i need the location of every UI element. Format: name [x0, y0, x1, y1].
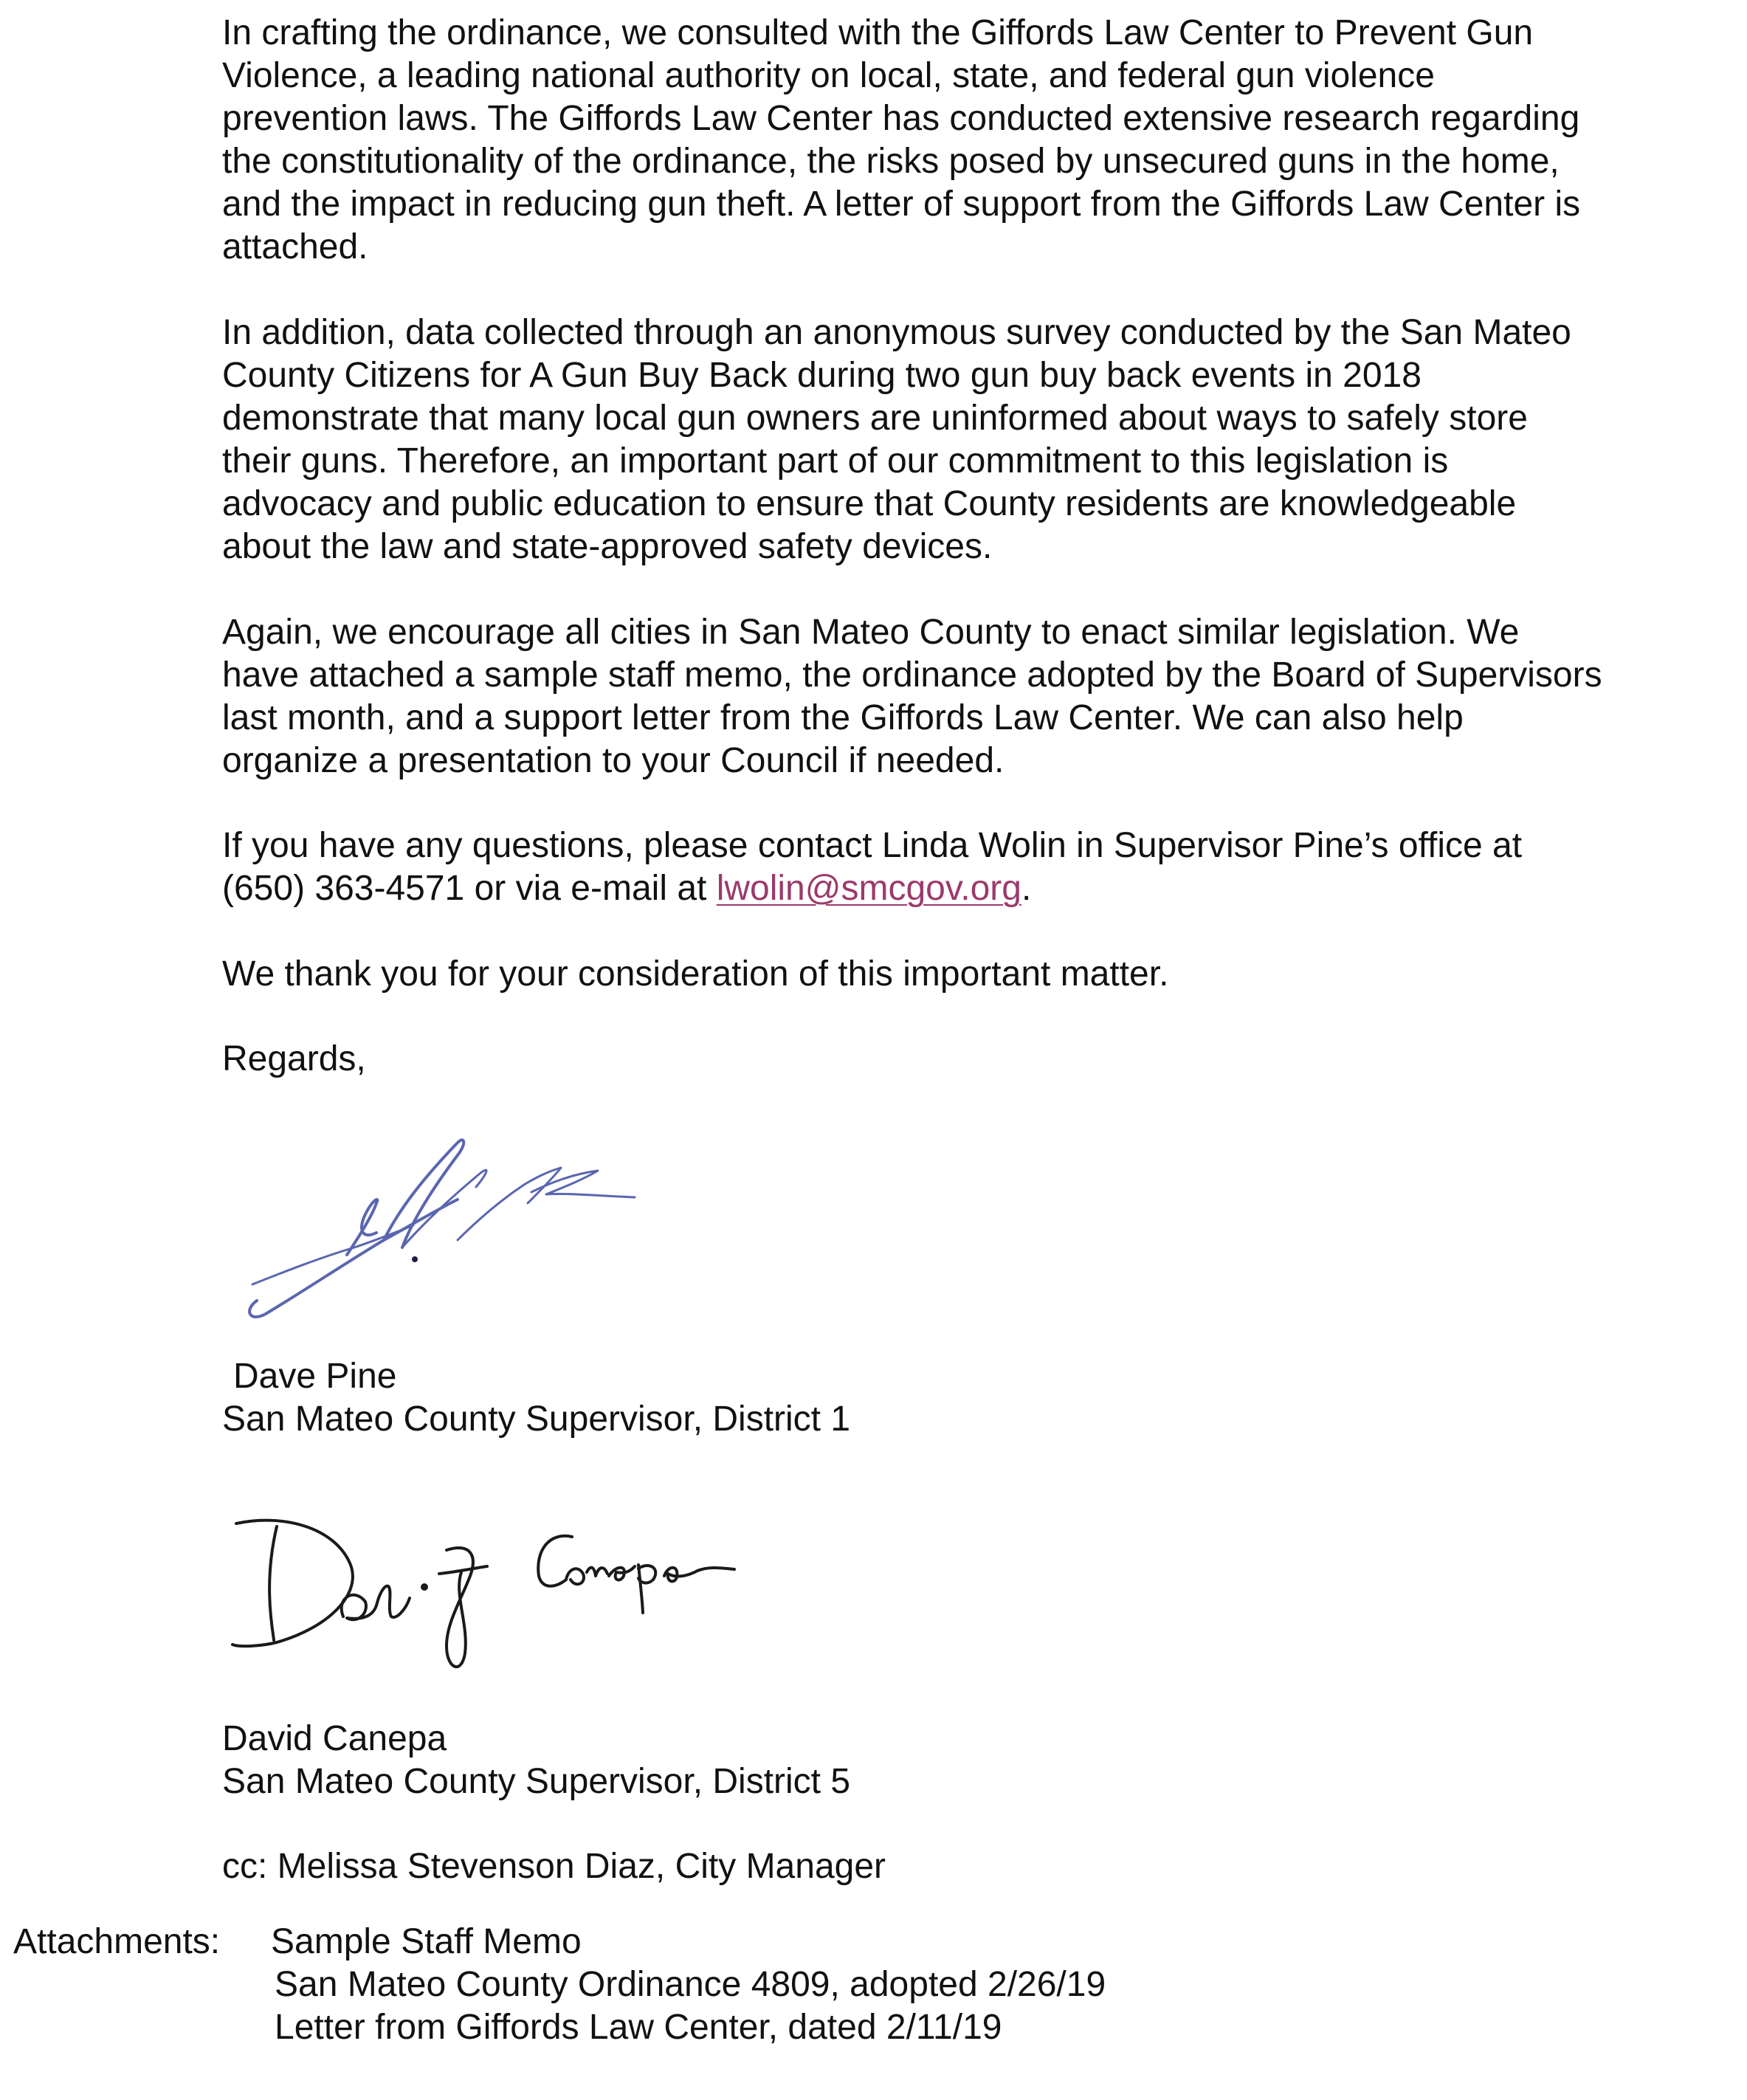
paragraph-giffords-consultation: In crafting the ordinance, we consulted with the Giffords Law Center to Prevent Gun Violence, a leading national authority on local, state, and federal gun violence prevention laws. The Giffords Law Center has conducted extensive research regarding the constitutionality of the ordinance, the risks posed by unsecured guns in the home, and the impact in reducing gun theft. A letter of support from the Giffords Law Center is attached. — [222, 13, 1581, 266]
signature-dave-pine — [236, 1129, 679, 1329]
thanks-line: We thank you for your consideration of this important matter. — [222, 954, 1169, 994]
closing-regards: Regards, — [222, 1039, 366, 1078]
email-link[interactable]: lwolin@smcgov.org — [716, 869, 1021, 908]
contact-line-2 — [222, 867, 1031, 910]
attachment-item: San Mateo County Ordinance 4809, adopted 2/26/19 — [275, 1965, 1106, 2004]
attachment-item: Sample Staff Memo — [271, 1922, 582, 1961]
signature-david-canepa — [225, 1506, 801, 1683]
signatory-1-name: Dave Pine — [233, 1357, 397, 1396]
paragraph-encourage-cities: Again, we encourage all cities in San Mateo County to enact similar legislation. We have attached a sample staff memo, the ordinance adopted by the Board of Supervisors last month, and a support letter from the Giffords Law Center. We can also help organize a presentation to your Council if needed. — [222, 613, 1602, 780]
attachment-item: Letter from Giffords Law Center, dated 2/11/19 — [275, 2008, 1002, 2047]
contact-line-end: . — [1021, 869, 1032, 908]
attachments-label: Attachments: — [13, 1922, 221, 1961]
cc-line: cc: Melissa Stevenson Diaz, City Manager — [222, 1847, 886, 1886]
contact-phone-text: (650) 363-4571 or via e-mail at — [222, 869, 717, 908]
signatory-1-title: San Mateo County Supervisor, District 1 — [222, 1400, 851, 1439]
signatory-2-title: San Mateo County Supervisor, District 5 — [222, 1762, 851, 1801]
paragraph-survey-data: In addition, data collected through an anonymous survey conducted by the San Mateo County Citizens for A Gun Buy Back during two gun buy back events in 2018 demonstrate that many local gun owners are uninformed about ways to safely store their guns. Therefore, an important part of our commitment to this legislation is advocacy and public education to ensure that County residents are knowledgeable about the law and state-approved safety devices. — [222, 313, 1571, 566]
contact-line-1: If you have any questions, please contact Linda Wolin in Supervisor Pine’s office at — [222, 826, 1523, 865]
signatory-2-name: David Canepa — [222, 1719, 447, 1758]
